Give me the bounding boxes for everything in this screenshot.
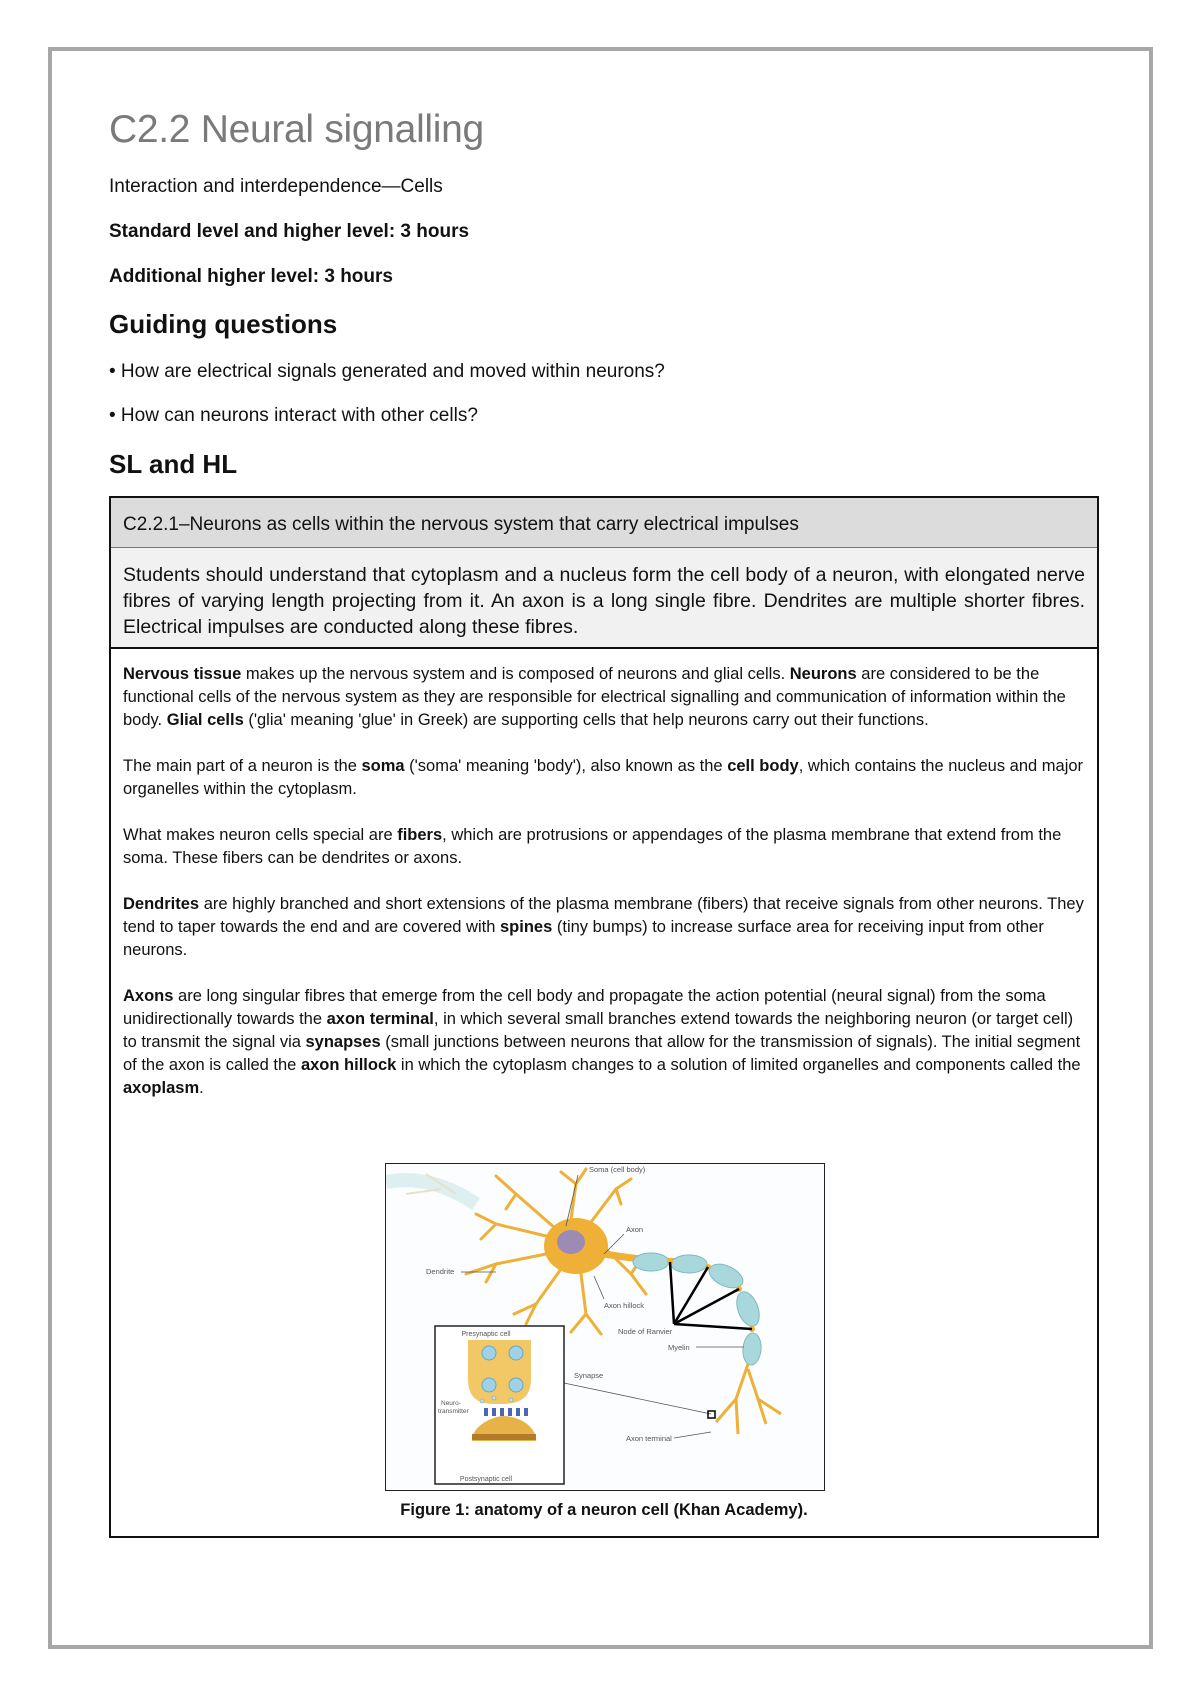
ahl-hours: Additional higher level: 3 hours [109, 266, 393, 287]
label-postsynaptic: Postsynaptic cell [459, 1476, 513, 1483]
label-axon-terminal: Axon terminal [626, 1434, 672, 1443]
term-dendrites: Dendrites [123, 895, 200, 913]
term-axon-hillock: axon hillock [300, 1056, 397, 1074]
label-transmitter: transmitter [438, 1408, 469, 1415]
label-myelin: Myelin [668, 1343, 690, 1352]
guiding-questions-heading: Guiding questions [109, 309, 338, 339]
term-neurons: Neurons [789, 665, 857, 683]
term-synapses: synapses [305, 1033, 381, 1051]
sl-hl-heading: SL and HL [109, 449, 238, 479]
sl-hl-hours: Standard level and higher level: 3 hours [109, 221, 470, 242]
myelin-segments [633, 1253, 764, 1366]
paragraph-dendrites: Dendrites are highly branched and short extensions of the plasma membrane (fibers) that receive signals from other neurons. They tend to taper towards the end and are covered with spines (tiny bumps) to increase surface area for receiving input from other neurons. [123, 895, 1084, 959]
guiding-question-2: • How can neurons interact with other cells? [109, 405, 478, 426]
axon-terminal-branches [716, 1364, 781, 1434]
neuron-figure [385, 1163, 825, 1491]
label-neuro: Neuro- [441, 1400, 461, 1407]
paragraph-nervous-tissue: Nervous tissue makes up the nervous system and is composed of neurons and glial cells. Neurons are considered to be the functional cells of the nervous system as they are responsible for electrical signalling and communication of information within the body. Glial cells ('glia' meaning 'glue' in Greek) are supporting cells that help neurons carry out their functions. [123, 665, 1066, 729]
label-axon: Axon [626, 1225, 644, 1234]
term-axons: Axons [123, 987, 174, 1005]
term-nervous-tissue: Nervous tissue [123, 665, 242, 683]
topic-understanding: Students should understand that cytoplasm and a nucleus form the cell body of a neuron, with elongated nerve fibres of varying length projecting from it. An axon is a long single fibre. Dendrites are multiple shorter fibres. Electrical impulses are conducted along these fibres. [111, 548, 1097, 649]
neuron-diagram [386, 1164, 823, 1489]
theme-line: Interaction and interdependence—Cells [109, 176, 443, 197]
term-fibers: fibers [397, 826, 443, 844]
term-soma: soma [361, 757, 405, 775]
term-axoplasm: axoplasm [123, 1079, 200, 1097]
background-neuron [386, 1174, 476, 1204]
term-glial-cells: Glial cells [166, 711, 244, 729]
label-dendrite: Dendrite [426, 1267, 455, 1276]
synapse-marker [708, 1411, 715, 1418]
label-axon-hillock: Axon hillock [604, 1301, 645, 1310]
label-node-of-ranvier: Node of Ranvier [618, 1327, 673, 1336]
notes-body [111, 649, 1097, 1100]
paragraph-soma: The main part of a neuron is the soma ('soma' meaning 'body'), also known as the cell body, which contains the nucleus and major organelles within the cytoplasm. [123, 757, 1084, 798]
synapse-inset [435, 1326, 564, 1484]
guiding-question-1: • How are electrical signals generated and moved within neurons? [109, 361, 665, 382]
label-synapse: Synapse [574, 1371, 604, 1380]
understanding-table [109, 496, 1099, 1538]
topic-title: C2.2.1–Neurons as cells within the nervous system that carry electrical impulses [111, 498, 1097, 548]
page-title: C2.2 Neural signalling [109, 108, 484, 151]
nucleus-shape [557, 1230, 585, 1254]
paragraph-fibers: What makes neuron cells special are fibers, which are protrusions or appendages of the plasma membrane that extend from the soma. These fibers can be dendrites or axons. [123, 826, 1062, 867]
paragraph-axons: Axons are long singular fibres that emerge from the cell body and propagate the action potential (neural signal) from the soma unidirectionally towards the axon terminal, in which several small branches extend towards the neighboring neuron (or target cell) to transmit the signal via synapses (small junctions between neurons that allow for the transmission of signals). The initial segment of the axon is called the axon hillock in which the cytoplasm changes to a solution of limited organelles and components called the axoplasm. [123, 987, 1081, 1097]
term-spines: spines [500, 918, 553, 936]
term-axon-terminal: axon terminal [326, 1010, 434, 1028]
term-cell-body: cell body [727, 757, 799, 775]
figure-caption: Figure 1: anatomy of a neuron cell (Khan Academy). [400, 1501, 808, 1519]
label-presynaptic: Presynaptic cell [461, 1331, 511, 1338]
label-soma: Soma (cell body) [589, 1165, 646, 1174]
